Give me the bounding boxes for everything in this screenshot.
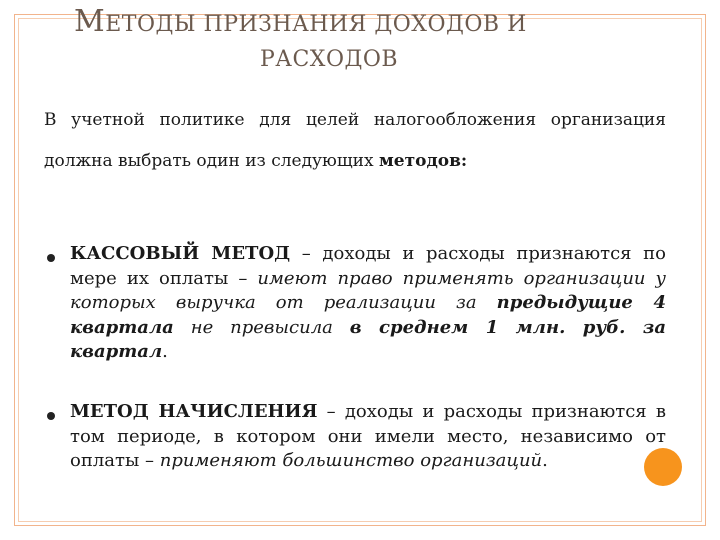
bullet-accrual-method-text xyxy=(70,400,666,474)
bullet-accrual-method xyxy=(44,400,666,474)
bullet-heading: КАССОВЫЙ МЕТОД xyxy=(70,243,291,264)
title-line-1 xyxy=(74,2,674,45)
bullet-end-text: . xyxy=(162,341,168,362)
bullet-heading: МЕТОД НАЧИСЛЕНИЯ xyxy=(70,401,318,422)
intro-plain-text: В учетной политике для целей налогообложения организация должна выбрать один из следующих xyxy=(44,110,666,171)
bullet-italic-text: имеют право применять организации у которых выручка от реализации за xyxy=(70,267,666,313)
bullet-plain-text: – доходы и расходы признаются по мере их оплаты – xyxy=(70,243,666,289)
bullet-bold-italic-text: предыдущие 4 квартала xyxy=(70,292,666,338)
slide-title xyxy=(74,2,674,75)
title-line-2: РАСХОДОВ xyxy=(260,47,399,72)
bullet-plain-text: – доходы и расходы признаются в том периоде, в котором они имели место, независимо от оплаты – xyxy=(70,401,666,471)
title-first-letter: М xyxy=(74,4,106,39)
bullet-cash-method xyxy=(44,242,666,365)
title-line-1-rest: ЕТОДЫ ПРИЗНАНИЯ ДОХОДОВ И xyxy=(105,12,527,37)
accent-circle-icon xyxy=(644,448,682,486)
bullet-end-text: . xyxy=(542,450,548,471)
intro-bold-text: методов: xyxy=(378,151,468,171)
bullet-dot-icon xyxy=(47,254,55,262)
bullet-bold-italic-text-2: в среднем 1 млн. руб. за квартал xyxy=(70,316,666,362)
bullet-italic-text-2: не превысила xyxy=(173,316,350,338)
bullet-cash-method-text xyxy=(70,242,666,365)
bullet-italic-text: применяют большинство организаций xyxy=(159,450,543,471)
bullet-dot-icon xyxy=(47,412,55,420)
intro-paragraph xyxy=(44,100,666,182)
